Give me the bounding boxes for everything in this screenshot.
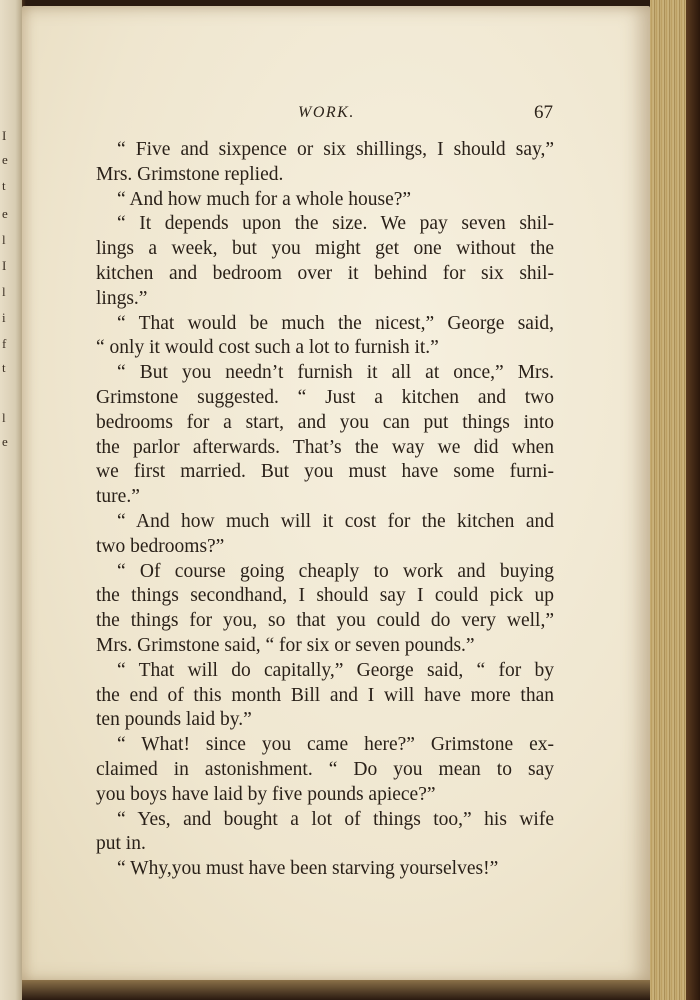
- previous-page-fragment: e: [2, 152, 8, 167]
- text-line: we first married. But you must have some furni-: [96, 461, 554, 483]
- text-line: lings a week, but you might get one without the: [96, 238, 554, 260]
- previous-page-fragment: I: [2, 128, 7, 143]
- text-line: Mrs. Grimstone said, “ for six or seven pounds.”: [96, 634, 475, 656]
- page-number: 67: [534, 102, 553, 123]
- previous-page-edge: [0, 0, 22, 1000]
- text-line: “ What! since you came here?” Grimstone ex-: [117, 734, 554, 756]
- text-line: you boys have laid by five pounds apiece?”: [96, 783, 436, 805]
- page-block-edge: [650, 0, 700, 1000]
- text-line: claimed in astonishment. “ Do you mean to say: [96, 758, 554, 780]
- text-line: “ That will do capitally,” George said, “ for by: [117, 659, 554, 681]
- text-line: the end of this month Bill and I will have more than: [96, 684, 554, 706]
- previous-page-fragment: l: [2, 410, 6, 425]
- text-line: “ And how much for a whole house?”: [117, 188, 412, 210]
- text-line: “ Yes, and bought a lot of things too,” his wife: [117, 808, 554, 830]
- previous-page-fragment: e: [2, 206, 8, 221]
- text-line: ten pounds laid by.”: [96, 709, 252, 731]
- previous-page-fragment: t: [2, 360, 6, 375]
- previous-page-fragment: e: [2, 434, 8, 449]
- previous-page-fragment: I: [2, 258, 7, 273]
- text-line: put in.: [96, 833, 146, 855]
- text-line: the things for you, so that you could do very well,”: [96, 610, 554, 632]
- text-line: Grimstone suggested. “ Just a kitchen and two: [96, 386, 554, 408]
- body-text: [96, 138, 554, 882]
- previous-page-fragment: f: [2, 336, 7, 351]
- text-line: ture.”: [96, 486, 140, 508]
- text-line: “ It depends upon the size. We pay seven shil-: [117, 213, 554, 235]
- text-line: “ And how much will it cost for the kitchen and: [117, 510, 554, 532]
- previous-page-fragment: l: [2, 232, 6, 247]
- text-line: “ But you needn’t furnish it all at once,” Mrs.: [117, 362, 554, 384]
- text-line: lings.”: [96, 287, 148, 309]
- text-line: “ Why,you must have been starving yourselves!”: [117, 858, 499, 880]
- previous-page-fragment: l: [2, 284, 6, 299]
- text-line: Mrs. Grimstone replied.: [96, 163, 284, 185]
- text-line: “ Of course going cheaply to work and buying: [117, 560, 554, 582]
- text-line: bedrooms for a start, and you can put things into: [96, 411, 554, 433]
- text-line: the things secondhand, I should say I could pick up: [96, 585, 554, 607]
- running-head: WORK.: [298, 104, 355, 121]
- text-line: two bedrooms?”: [96, 535, 225, 557]
- bottom-shadow: [22, 980, 650, 1000]
- text-line: kitchen and bedroom over it behind for six shil-: [96, 262, 554, 284]
- previous-page-fragment: t: [2, 178, 6, 193]
- text-line: “ only it would cost such a lot to furnish it.”: [96, 337, 439, 359]
- previous-page-fragment: i: [2, 310, 6, 325]
- text-line: the parlor afterwards. That’s the way we did when: [96, 436, 554, 458]
- text-line: “ That would be much the nicest,” George said,: [117, 312, 554, 334]
- text-line: “ Five and sixpence or six shillings, I should say,”: [117, 139, 554, 160]
